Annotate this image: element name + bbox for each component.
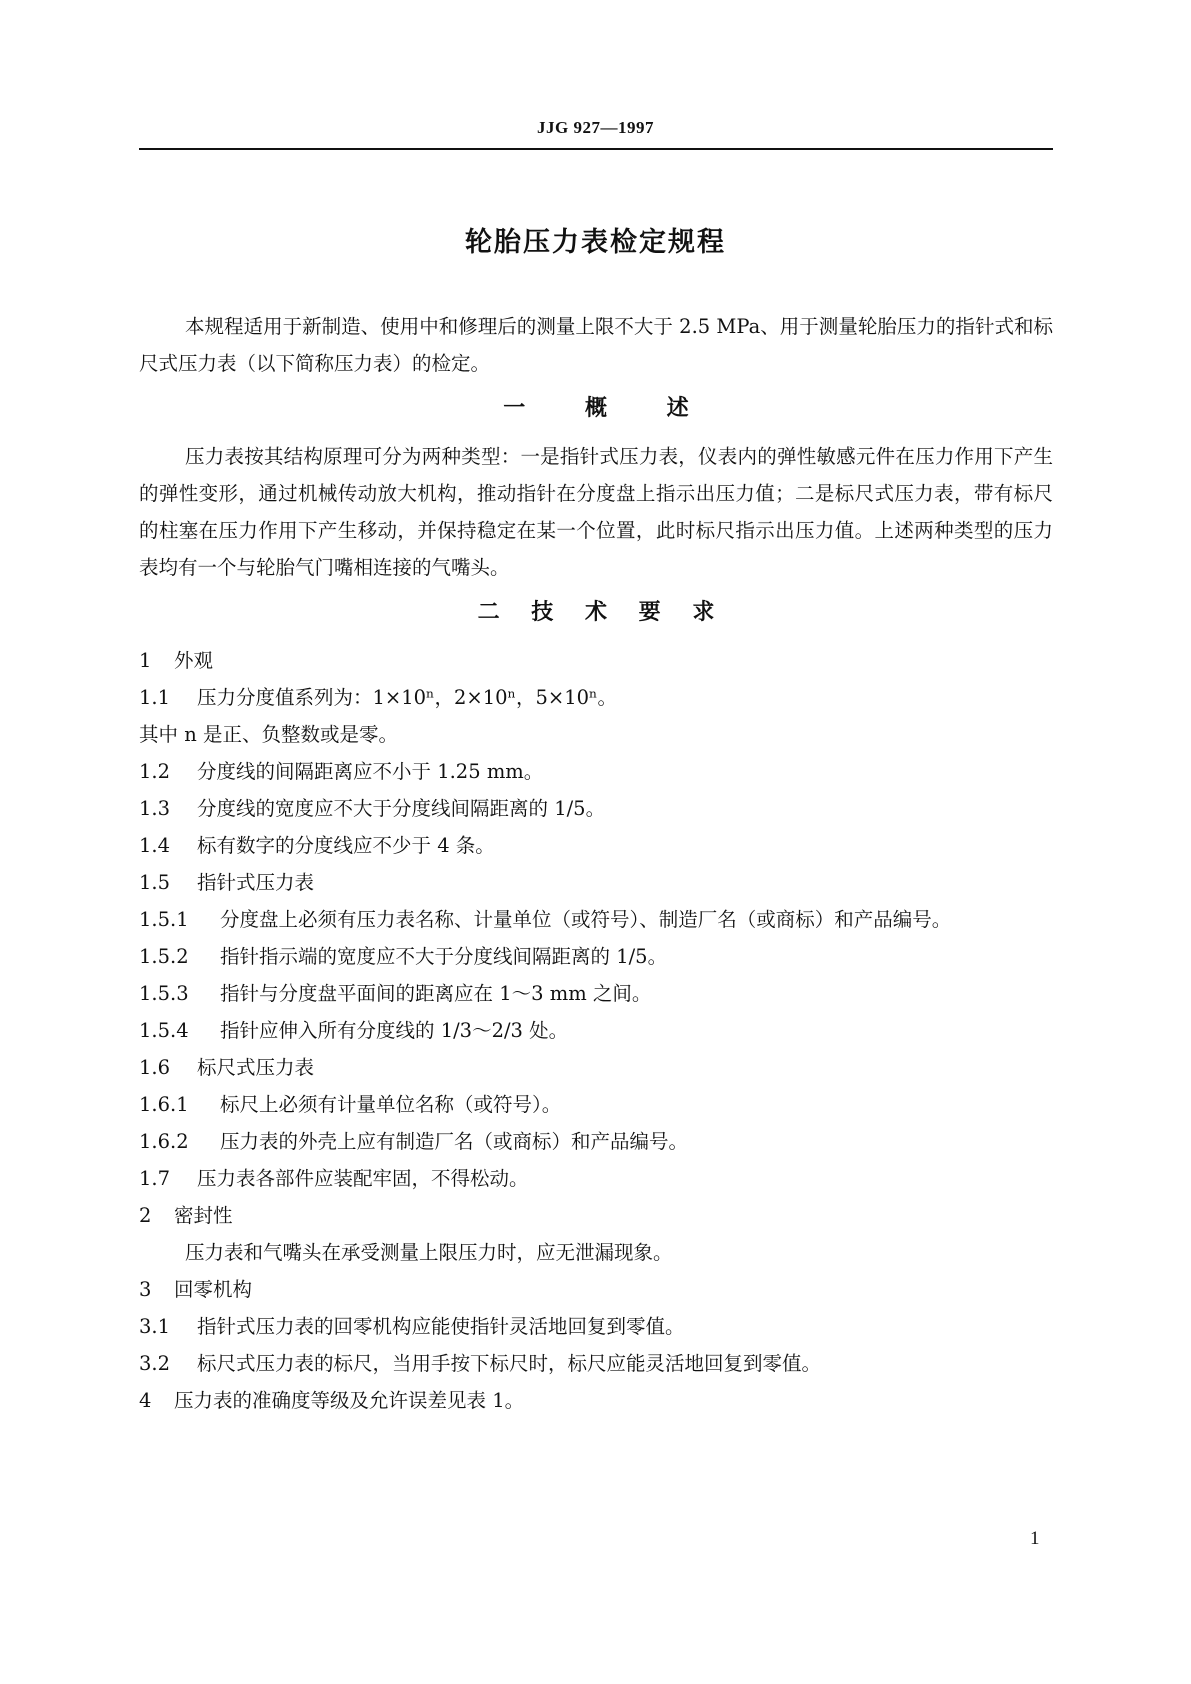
- clause-item: [139, 1271, 1053, 1308]
- clause-number: 1.5: [139, 871, 171, 894]
- clause-number: 1.5.4: [139, 1019, 189, 1042]
- clause-item: [139, 1234, 1053, 1271]
- clause-text: 外观: [174, 649, 214, 672]
- clause-item: [139, 1197, 1053, 1234]
- clause-text: 指针与分度盘平面间的距离应在 1～3 mm 之间。: [220, 982, 652, 1005]
- clause-item: [139, 975, 1053, 1012]
- clause-item: [139, 1049, 1053, 1086]
- clause-number: 1.6.1: [139, 1093, 189, 1116]
- clause-item: [139, 1086, 1053, 1123]
- clause-text: 标尺上必须有计量单位名称（或符号）。: [220, 1093, 562, 1116]
- clause-item: [139, 642, 1053, 679]
- clause-text: 分度线的间隔距离应不小于 1.25 mm。: [197, 760, 544, 783]
- intro-paragraph: 本规程适用于新制造、使用中和修理后的测量上限不大于 2.5 MPa、用于测量轮胎压力的指针式和标尺式压力表（以下简称压力表）的检定。: [139, 315, 1053, 375]
- clause-item: [139, 1012, 1053, 1049]
- clause-text: 标尺式压力表的标尺，当用手按下标尺时，标尺应能灵活地回复到零值。: [197, 1352, 822, 1375]
- clause-text: 压力分度值系列为：1×10ⁿ，2×10ⁿ，5×10ⁿ。: [197, 686, 617, 709]
- clause-text: 指针式压力表: [197, 871, 315, 894]
- section-heading-char: 求: [692, 600, 715, 625]
- clause-number: 1.1: [139, 686, 171, 709]
- clause-text: 分度线的宽度应不大于分度线间隔距离的 1/5。: [197, 797, 606, 820]
- clause-number: 3.1: [139, 1315, 171, 1338]
- clause-number: 1.5.3: [139, 982, 189, 1005]
- clause-number: 1.3: [139, 797, 171, 820]
- section-heading-char: 技: [531, 600, 554, 625]
- clause-number: 1.4: [139, 834, 171, 857]
- clause-text: 分度盘上必须有压力表名称、计量单位（或符号）、制造厂名（或商标）和产品编号。: [220, 908, 952, 931]
- section-heading-char: 述: [666, 396, 689, 421]
- clause-number: 1: [139, 649, 152, 672]
- section-heading-char: 一: [503, 396, 526, 421]
- clause-text: 指针应伸入所有分度线的 1/3～2/3 处。: [220, 1019, 569, 1042]
- standard-code-header: JJG 927—1997: [537, 118, 654, 137]
- overview-paragraph: 压力表按其结构原理可分为两种类型：一是指针式压力表，仪表内的弹性敏感元件在压力作用下产生的弹性变形，通过机械传动放大机构，推动指针在分度盘上指示出压力值；二是标尺式压力表，带有标尺的柱塞在压力作用下产生移动，并保持稳定在某一个位置，此时标尺指示出压力值。上述两种类型的压力表均有一个与轮胎气门嘴相连接的气嘴头。: [139, 445, 1053, 579]
- clause-item: [139, 716, 1053, 753]
- clause-text: 压力表的准确度等级及允许误差见表 1。: [174, 1389, 525, 1412]
- clause-text: 标有数字的分度线应不少于 4 条。: [197, 834, 495, 857]
- clause-number: 4: [139, 1389, 152, 1412]
- clause-text: 指针式压力表的回零机构应能使指针灵活地回复到零值。: [197, 1315, 685, 1338]
- page-number: 1: [1030, 1528, 1040, 1549]
- clause-item: [139, 901, 1053, 938]
- clause-number: 1.2: [139, 760, 171, 783]
- clause-text: 指针指示端的宽度应不大于分度线间隔距离的 1/5。: [220, 945, 668, 968]
- clause-item: [139, 1308, 1053, 1345]
- clause-number: 1.5.2: [139, 945, 189, 968]
- clause-text: 密封性: [174, 1204, 233, 1227]
- clause-text: 压力表和气嘴头在承受测量上限压力时，应无泄漏现象。: [185, 1241, 673, 1264]
- clause-item: [139, 753, 1053, 790]
- clause-item: [139, 1123, 1053, 1160]
- clause-number: 1.7: [139, 1167, 171, 1190]
- clause-text: 回零机构: [174, 1278, 253, 1301]
- section-heading-char: 二: [477, 600, 500, 625]
- clause-item: [139, 790, 1053, 827]
- clause-text: 标尺式压力表: [197, 1056, 315, 1079]
- clause-text: 压力表各部件应装配牢固，不得松动。: [197, 1167, 529, 1190]
- clause-text: 压力表的外壳上应有制造厂名（或商标）和产品编号。: [220, 1130, 689, 1153]
- clause-number: 3: [139, 1278, 152, 1301]
- section-heading-char: 术: [584, 600, 607, 625]
- header-rule: [139, 148, 1053, 150]
- clause-item: [139, 1382, 1053, 1419]
- clause-item: [139, 938, 1053, 975]
- clause-item: [139, 827, 1053, 864]
- clause-item: [139, 1345, 1053, 1382]
- section-heading-char: 要: [638, 600, 661, 625]
- clause-text: 其中 n 是正、负整数或是零。: [139, 723, 398, 746]
- clause-number: 2: [139, 1204, 152, 1227]
- document-title: 轮胎压力表检定规程: [465, 227, 726, 258]
- clause-item: [139, 1160, 1053, 1197]
- clause-number: 3.2: [139, 1352, 171, 1375]
- section-heading-requirements: [139, 596, 1053, 630]
- clause-item: [139, 864, 1053, 901]
- clause-number: 1.5.1: [139, 908, 189, 931]
- document-body: [139, 308, 1053, 1419]
- clause-item: [139, 679, 1053, 716]
- clause-number: 1.6.2: [139, 1130, 189, 1153]
- section-heading-char: 概: [584, 396, 607, 421]
- section-heading-overview: [139, 392, 1053, 426]
- clause-number: 1.6: [139, 1056, 171, 1079]
